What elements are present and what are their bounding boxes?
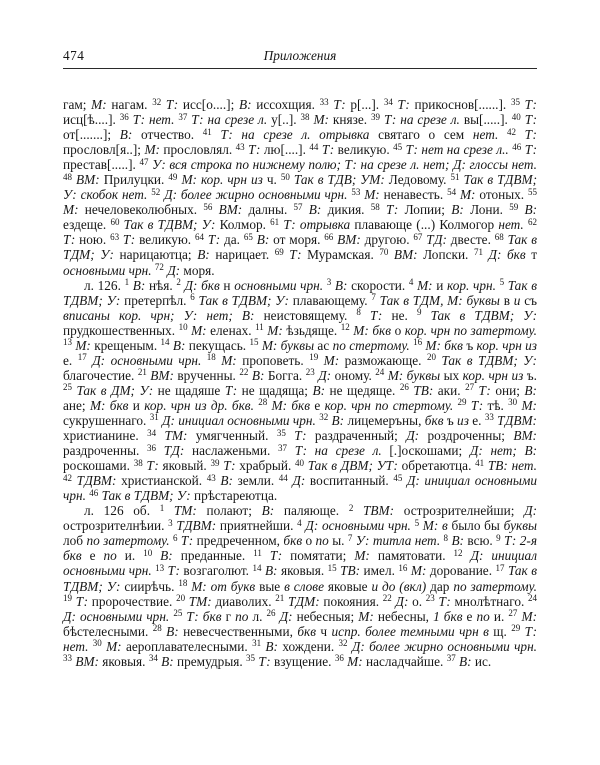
footnote-number: 63 bbox=[110, 231, 120, 242]
header-rule bbox=[63, 68, 537, 69]
footnote-number: 12 bbox=[340, 322, 350, 333]
footnote-number: 39 bbox=[371, 111, 381, 122]
footnote-number: 32 bbox=[338, 638, 348, 649]
footnote-number: 5 bbox=[499, 277, 505, 288]
footnote-number: 28 bbox=[258, 397, 268, 408]
footnote-number: 41 bbox=[475, 457, 485, 468]
footnote-number: 6 bbox=[172, 532, 178, 543]
footnote-number: 30 bbox=[508, 397, 518, 408]
footnote-number: 62 bbox=[527, 216, 537, 227]
footnote-number: 33 bbox=[319, 96, 329, 107]
footnote-number: 1 bbox=[124, 277, 130, 288]
footnote-number: 53 bbox=[351, 186, 361, 197]
footnote-number: 36 bbox=[147, 442, 157, 453]
footnote-number: 37 bbox=[446, 653, 456, 664]
footnote-number: 10 bbox=[143, 547, 153, 558]
footnote-number: 4 bbox=[408, 277, 414, 288]
footnote-number: 40 bbox=[295, 457, 305, 468]
footnote-number: 20 bbox=[176, 593, 186, 604]
footnote-number: 38 bbox=[133, 457, 143, 468]
footnote-number: 31 bbox=[252, 638, 262, 649]
footnote-number: 16 bbox=[413, 337, 423, 348]
footnote-number: 2 bbox=[176, 277, 181, 288]
footnote-number: 41 bbox=[202, 126, 212, 137]
footnote-number: 51 bbox=[450, 171, 460, 182]
footnote-number: 48 bbox=[63, 171, 72, 182]
footnote-number: 19 bbox=[309, 352, 319, 363]
footnote-number: 34 bbox=[148, 653, 158, 664]
footnote-number: 9 bbox=[416, 307, 422, 318]
footnote-number: 56 bbox=[203, 201, 213, 212]
footnote-number: 70 bbox=[379, 246, 389, 257]
footnote-number: 44 bbox=[278, 472, 288, 483]
footnote-number: 52 bbox=[151, 186, 161, 197]
footnote-number: 40 bbox=[511, 111, 521, 122]
apparatus-paragraph: л. 126. $^1$ В: нѣя. $^2$ Д: бкв н основными чрн. $^3$ В: скорости. $^4$ М: и кор. чрн. $^5$ Так в ТДВМ; У: претерпѣл. $^6$ Так в ТДВМ; У: плавающему. $^7$ Так в ТДМ, М: буквы в и съ вписаны кор. чрн; У: нет; В: неистовящему. $^8$ Т: не. $^9$ Так в ТДВМ; У: прудкошественных. $^{10}$ М: еленах. $^{11}$ М: ѣзьдяще. $^{12}$ М: бкв о кор. чрн по затертому. $^{13}$ М: крещеным. $^{14}$ В: пекущась. $^{15}$ М: буквы ас по стертому. $^{16}$ М: бкв ъ кор. чрн из е. $^{17}$ Д: основными чрн. $^{18}$ М: проповеть. $^{19}$ М: разможающе. $^{20}$ Так в ТДВМ; У: благочестие. $^{21}$ ВМ: врученны. $^{22}$ В: Богга. $^{23}$ Д: оному. $^{24}$ М: буквы ых кор. чрн из ъ. $^{25}$ Так в ДМ; У: не щадяше Т: не щадяща; В: не щедяще. $^{26}$ ТВ: аки. $^{27}$ Т: они; В: ане; М: бкв и кор. чрн из др. бкв. $^{28}$ М: бкв е кор. чрн по стертому. $^{29}$ Т: тѣ. $^{30}$ М: сукрушеннаго. $^{31}$ Д: инициал основными чрн. $^{32}$ В: лицемеръны, бкв ъ из е. $^{33}$ ТДВМ: христианине. $^{34}$ ТМ: умягченный. $^{35}$ Т: раздраченный; Д: роздроченны; ВМ: раздроченны. $^{36}$ ТД: наслаженьми. $^{37}$ Т: на срезе л. [.]оскошами; Д: нет; В: роскошами. $^{38}$ Т: яковый. $^{39}$ Т: храбрый. $^{40}$ Так в ДВМ; УТ: обретаютца. $^{41}$ ТВ: нет. $^{42}$ ТДВМ: христианской. $^{43}$ В: земли. $^{44}$ Д: воспитанный. $^{45}$ Д: инициал основными чрн. $^{46}$ Так в ТДВМ; У: прѣстареютца. bbox=[63, 277, 538, 504]
footnote-number: 58 bbox=[370, 201, 380, 212]
footnote-number: 23 bbox=[305, 367, 315, 378]
footnote-number: 33 bbox=[63, 653, 72, 664]
footnote-number: 11 bbox=[253, 547, 262, 558]
footnote-number: 42 bbox=[507, 126, 516, 137]
apparatus-paragraph: л. 126 об. $^1$ ТМ: полают; В: паляюще. $^2$ ТВМ: острозрителнейши; Д: острозрителнѣии. $^3$ ТДВМ: приятнейши. $^4$ Д: основными чрн. $^5$ М: в было бы буквы лоб по затертому. $^6$ Т: предреченном, бкв о по ы. $^7$ У: титла нет. $^8$ В: всю. $^9$ Т: 2-я бкв е по и. $^{10}$ В: преданные. $^{11}$ Т: помятати; М: памятовати. $^{12}$ Д: инициал основными чрн. $^{13}$ Т: возгаголют. $^{14}$ В: яковыя. $^{15}$ ТВ: имел. $^{16}$ М: дорование. $^{17}$ Так в ТДВМ; У: сиирѣчь. $^{18}$ М: от букв вые в слове яковые и до (вкл) дар по затертому. $^{19}$ Т: пророчествие. $^{20}$ ТМ: диаволих. $^{21}$ ТДМ: покояния. $^{22}$ Д: о. $^{23}$ Т: мнолѣтнаго. $^{24}$ Д: основными чрн. $^{25}$ Т: бкв г по л. $^{26}$ Д: небесныя; М: небесны, 1 бкв е по и. $^{27}$ М: бѣстелесными. $^{28}$ В: невесчественными, бкв ч испр. более темными чрн в щ. $^{29}$ Т: нет. $^{30}$ М: аероплавателесными. $^{31}$ В: хождени. $^{32}$ Д: более жирно основными чрн. $^{33}$ ВМ: яковыя. $^{34}$ В: премудрыя. $^{35}$ Т: взущение. $^{36}$ М: насладчайше. $^{37}$ В: ис. bbox=[63, 502, 538, 669]
footnote-number: 42 bbox=[63, 472, 72, 483]
apparatus-paragraph: гам; М: нагам. $^{32}$ Т: исс[о....]; В: иссохщия. $^{33}$ Т: р[...]. $^{34}$ Т: прикоснов[......]. $^{35}$ Т: исц[ѣ....]. $^{36}$ Т: нет. $^{37}$ Т: на срезе л. у[..]. $^{38}$ М: князе. $^{39}$ Т: на срезе л. вы[.....]. $^{40}$ Т: от[.......]; В: отчество. $^{41}$ Т: на срезе л. отрывка святаго о сем нет. $^{42}$ Т: прословл[я..]; М: прословлял. $^{43}$ Т: лю[....]. $^{44}$ Т: великую. $^{45}$ Т: нет на срезе л.. $^{46}$ Т: престав[.....]. $^{47}$ У: вся строка по нижнему полю; Т: на срезе л. нет; Д: глоссы нет. $^{48}$ ВМ: Прилуцки. $^{49}$ М: кор. чрн из ч. $^{50}$ Так в ТДВ; УМ: Ледовому. $^{51}$ Так в ТДВМ; У: скобок нет. $^{52}$ Д: более жирно основными чрн. $^{53}$ М: ненавесть. $^{54}$ М: отоных. $^{55}$ М: нечеловеколюбных. $^{56}$ ВМ: далны. $^{57}$ В: дикия. $^{58}$ Т: Лопии; В: Лони. $^{59}$ В: ездеще. $^{60}$ Так в ТДВМ; У: Колмор. $^{61}$ Т: отрывка плавающе (...) Колмогор нет. $^{62}$ Т: ною. $^{63}$ Т: великую. $^{64}$ Т: да. $^{65}$ В: от моря. $^{66}$ ВМ: другою. $^{67}$ ТД: двесте. $^{68}$ Так в ТДМ; У: нарицаютца; В: нарицает. $^{69}$ Т: Мурамская. $^{70}$ ВМ: Лопски. $^{71}$ Д: бкв т основными чрн. $^{72}$ Д: моря. bbox=[63, 96, 538, 278]
footnote-number: 65 bbox=[243, 231, 253, 242]
apparatus-text bbox=[63, 97, 537, 669]
footnote-number: 35 bbox=[246, 653, 256, 664]
footnote-number: 11 bbox=[255, 322, 264, 333]
footnote-number: 6 bbox=[190, 292, 195, 303]
footnote-number: 5 bbox=[414, 517, 420, 528]
footnote-number: 46 bbox=[512, 141, 522, 152]
footnote-number: 26 bbox=[266, 608, 276, 619]
footnote-number: 25 bbox=[63, 382, 72, 393]
footnote-number: 35 bbox=[276, 427, 286, 438]
footnote-number: 18 bbox=[178, 578, 188, 588]
running-title: Приложения bbox=[263, 48, 337, 63]
footnote-number: 60 bbox=[110, 216, 120, 227]
footnote-number: 69 bbox=[274, 246, 284, 257]
footnote-number: 2 bbox=[348, 502, 354, 513]
footnote-number: 3 bbox=[168, 517, 173, 528]
footnote-number: 26 bbox=[399, 382, 409, 393]
footnote-number: 4 bbox=[297, 517, 302, 528]
footnote-number: 13 bbox=[155, 562, 165, 573]
footnote-number: 55 bbox=[528, 186, 538, 197]
footnote-number: 64 bbox=[194, 231, 204, 242]
footnote-number: 68 bbox=[494, 231, 504, 242]
footnote-number: 9 bbox=[496, 532, 501, 543]
footnote-number: 17 bbox=[77, 352, 87, 363]
footnote-number: 21 bbox=[137, 367, 147, 378]
footnote-number: 47 bbox=[139, 156, 149, 167]
footnote-number: 22 bbox=[239, 367, 249, 378]
footnote-number: 61 bbox=[270, 216, 280, 227]
footnote-number: 71 bbox=[473, 246, 483, 257]
footnote-number: 43 bbox=[235, 141, 245, 152]
footnote-number: 14 bbox=[160, 337, 170, 348]
footnote-number: 16 bbox=[398, 562, 408, 573]
footnote-number: 49 bbox=[168, 171, 178, 182]
footnote-number: 37 bbox=[178, 111, 188, 122]
footnote-number: 19 bbox=[63, 593, 72, 604]
footnote-number: 57 bbox=[293, 201, 303, 212]
footnote-number: 7 bbox=[347, 532, 353, 543]
footnote-number: 27 bbox=[508, 608, 518, 619]
page-number: 474 bbox=[63, 48, 85, 63]
footnote-number: 36 bbox=[119, 111, 129, 122]
footnote-number: 15 bbox=[327, 562, 337, 573]
footnote-number: 44 bbox=[309, 141, 319, 152]
footnote-number: 37 bbox=[278, 442, 288, 453]
footnote-number: 59 bbox=[509, 201, 519, 212]
footnote-number: 66 bbox=[324, 231, 334, 242]
footnote-number: 8 bbox=[356, 307, 361, 318]
footnote-number: 39 bbox=[210, 457, 220, 468]
footnote-number: 34 bbox=[147, 427, 157, 438]
footnote-number: 45 bbox=[393, 472, 403, 483]
footnote-number: 28 bbox=[152, 623, 162, 634]
footnote-number: 27 bbox=[465, 382, 475, 393]
footnote-number: 17 bbox=[495, 562, 505, 573]
footnote-number: 29 bbox=[511, 623, 521, 634]
page-header bbox=[63, 48, 537, 63]
footnote-number: 7 bbox=[371, 292, 376, 303]
footnote-number: 1 bbox=[159, 502, 165, 513]
footnote-number: 35 bbox=[510, 96, 520, 107]
footnote-number: 54 bbox=[447, 186, 457, 197]
footnote-number: 32 bbox=[319, 412, 329, 423]
footnote-number: 30 bbox=[92, 638, 102, 649]
footnote-number: 34 bbox=[383, 96, 393, 107]
footnote-number: 67 bbox=[413, 231, 423, 242]
footnote-number: 29 bbox=[457, 397, 467, 408]
footnote-number: 24 bbox=[528, 593, 538, 604]
footnote-number: 25 bbox=[173, 608, 183, 619]
footnote-number: 3 bbox=[326, 277, 332, 288]
footnote-number: 12 bbox=[453, 547, 463, 558]
footnote-number: 8 bbox=[443, 532, 449, 543]
footnote-number: 32 bbox=[152, 96, 162, 107]
footnote-number: 72 bbox=[154, 262, 164, 273]
footnote-number: 21 bbox=[275, 593, 285, 604]
footnote-number: 36 bbox=[334, 653, 344, 664]
footnote-number: 20 bbox=[426, 352, 436, 363]
footnote-number: 10 bbox=[178, 322, 188, 333]
footnote-number: 18 bbox=[206, 352, 216, 363]
footnote-number: 22 bbox=[382, 593, 392, 604]
footnote-number: 14 bbox=[252, 562, 262, 573]
footnote-number: 31 bbox=[149, 412, 159, 423]
footnote-number: 46 bbox=[89, 487, 99, 498]
footnote-number: 24 bbox=[375, 367, 385, 378]
footnote-number: 13 bbox=[63, 337, 72, 348]
footnote-number: 33 bbox=[484, 412, 494, 423]
footnote-number: 43 bbox=[206, 472, 216, 483]
footnote-number: 23 bbox=[425, 593, 435, 604]
footnote-number: 38 bbox=[300, 111, 310, 122]
footnote-number: 50 bbox=[280, 171, 290, 182]
footnote-number: 45 bbox=[393, 141, 403, 152]
footnote-number: 15 bbox=[249, 337, 259, 348]
